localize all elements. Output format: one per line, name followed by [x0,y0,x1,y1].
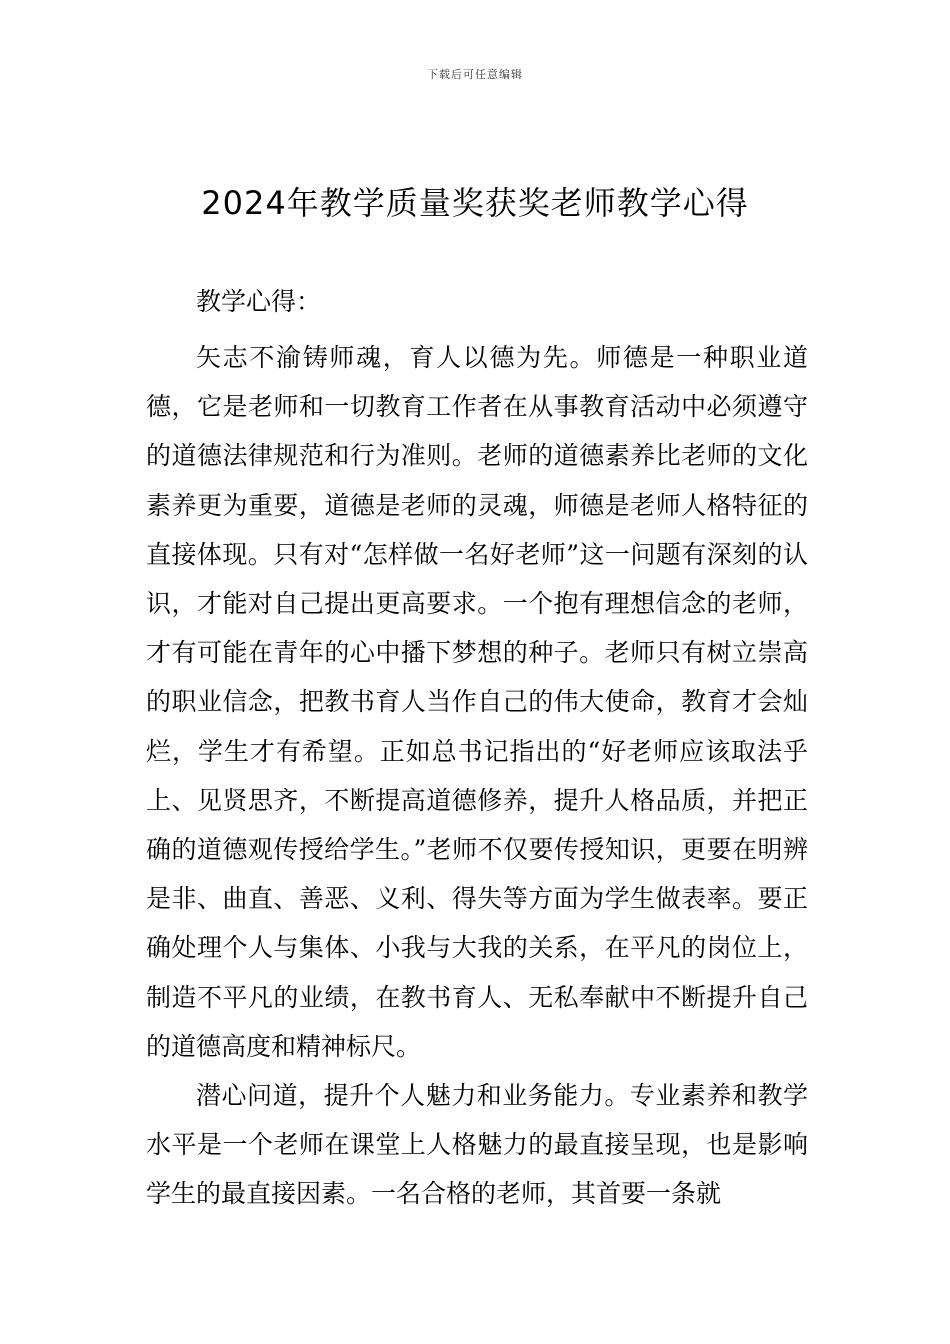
section-label: 教学心得： [196,287,322,316]
document-body [146,284,808,1219]
header-note: 下载后可任意编辑 [427,68,523,81]
paragraph: 矢志不渝铸师魂，育人以德为先。师德是一种职业道德，它是老师和一切教育工作者在从事教育活动中必须遵守的道德法律规范和行为准则。老师的道德素养比老师的文化素养更为重要，道德是老师的灵魂，师德是老师人格特征的直接体现。只有对“怎样做一名好老师”这一问题有深刻的认识，才能对自己提出更高要求。一个抱有理想信念的老师，才有可能在青年的心中播下梦想的种子。老师只有树立崇高的职业信念，把教书育人当作自己的伟大使命，教育才会灿烂，学生才有希望。正如总书记指出的“好老师应该取法乎上、见贤思齐，不断提高道德修养，提升人格品质，并把正确的道德观传授给学生。”老师不仅要传授知识，更要在明辨是非、曲直、善恶、义利、得失等方面为学生做表率。要正确处理个人与集体、小我与大我的关系，在平凡的岗位上，制造不平凡的业绩，在教书育人、无私奉献中不断提升自己的道德高度和精神标尺。 [146,343,808,1061]
paragraph: 潜心问道，提升个人魅力和业务能力。专业素养和教学水平是一个老师在课堂上人格魅力的最直接呈现，也是影响学生的最直接因素。一名合格的老师，其首要一条就 [146,1081,808,1209]
document-title: 2024年教学质量奖获奖老师教学心得 [201,184,749,222]
